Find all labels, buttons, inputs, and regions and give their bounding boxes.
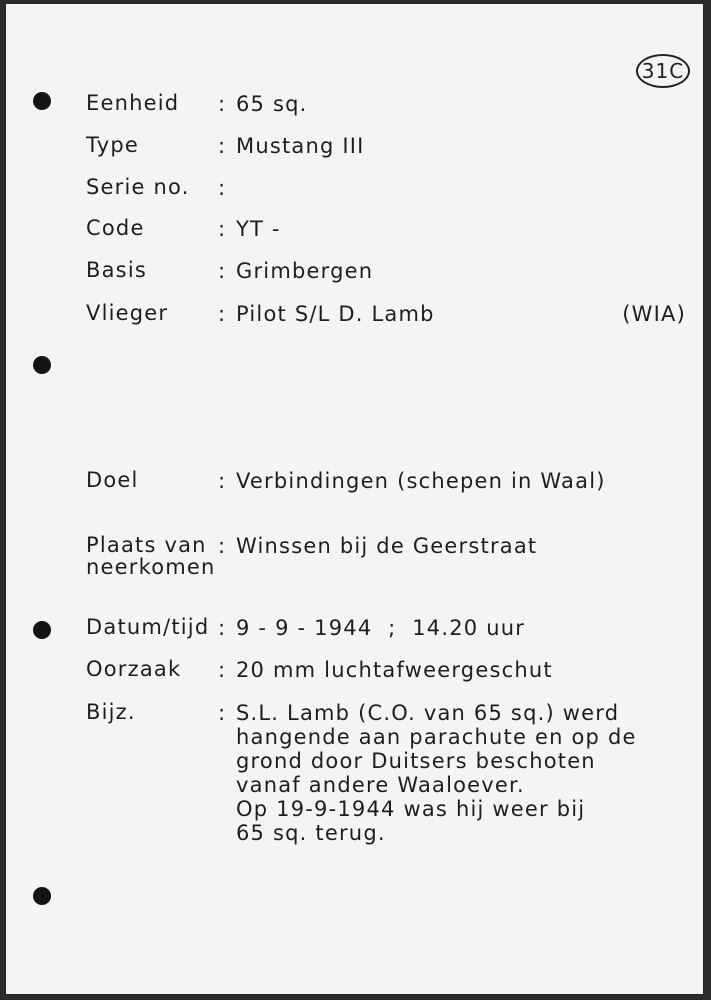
page-number: 31C [636,54,690,88]
field-label: Type [86,133,140,157]
remarks-line: S.L. Lamb (C.O. van 65 sq.) werd [236,701,620,725]
field-value: Mustang III [236,134,365,158]
punch-hole [33,887,51,905]
field-separator: : [218,658,227,682]
field-label: Eenheid [86,91,180,115]
field-label-line: Plaats van [86,533,207,557]
field-value: Pilot S/L D. Lamb [236,302,435,326]
field-label: Serie no. [86,175,190,199]
field-value: YT - [236,217,281,241]
punch-hole [33,356,51,374]
remarks-text [236,701,696,845]
field-value: 20 mm luchtafweergeschut [236,658,553,682]
field-label: Basis [86,258,147,282]
remarks-line: vanaf andere Waaloever. [236,773,525,797]
field-separator: : [218,92,227,116]
punch-hole [33,92,51,110]
remarks-line: grond door Duitsers beschoten [236,749,596,773]
field-value: Grimbergen [236,259,374,283]
document-page [6,4,703,994]
field-value: Verbindingen (schepen in Waal) [236,469,606,493]
field-separator: : [218,701,227,725]
field-label: Datum/tijd [86,615,210,639]
field-value: 9 - 9 - 1944 ; 14.20 uur [236,616,526,640]
field-separator: : [218,534,227,558]
field-separator: : [218,134,227,158]
field-separator: : [218,302,227,326]
field-label: Bijz. [86,700,136,724]
field-value: 65 sq. [236,92,308,116]
field-separator: : [218,469,227,493]
field-separator: : [218,176,227,200]
field-separator: : [218,616,227,640]
remarks-line: Op 19-9-1944 was hij weer bij [236,797,586,821]
punch-hole [33,621,51,639]
field-label [86,533,216,579]
field-value: Winssen bij de Geerstraat [236,534,538,558]
field-label: Oorzaak [86,657,182,681]
remarks-line: 65 sq. terug. [236,821,386,845]
remarks-line: hangende aan parachute en op de [236,725,637,749]
field-label: Vlieger [86,301,169,325]
status-note: (WIA) [622,302,686,326]
field-label: Doel [86,468,139,492]
field-label: Code [86,216,145,240]
field-separator: : [218,259,227,283]
field-separator: : [218,217,227,241]
field-label-line: neerkomen [86,555,216,579]
